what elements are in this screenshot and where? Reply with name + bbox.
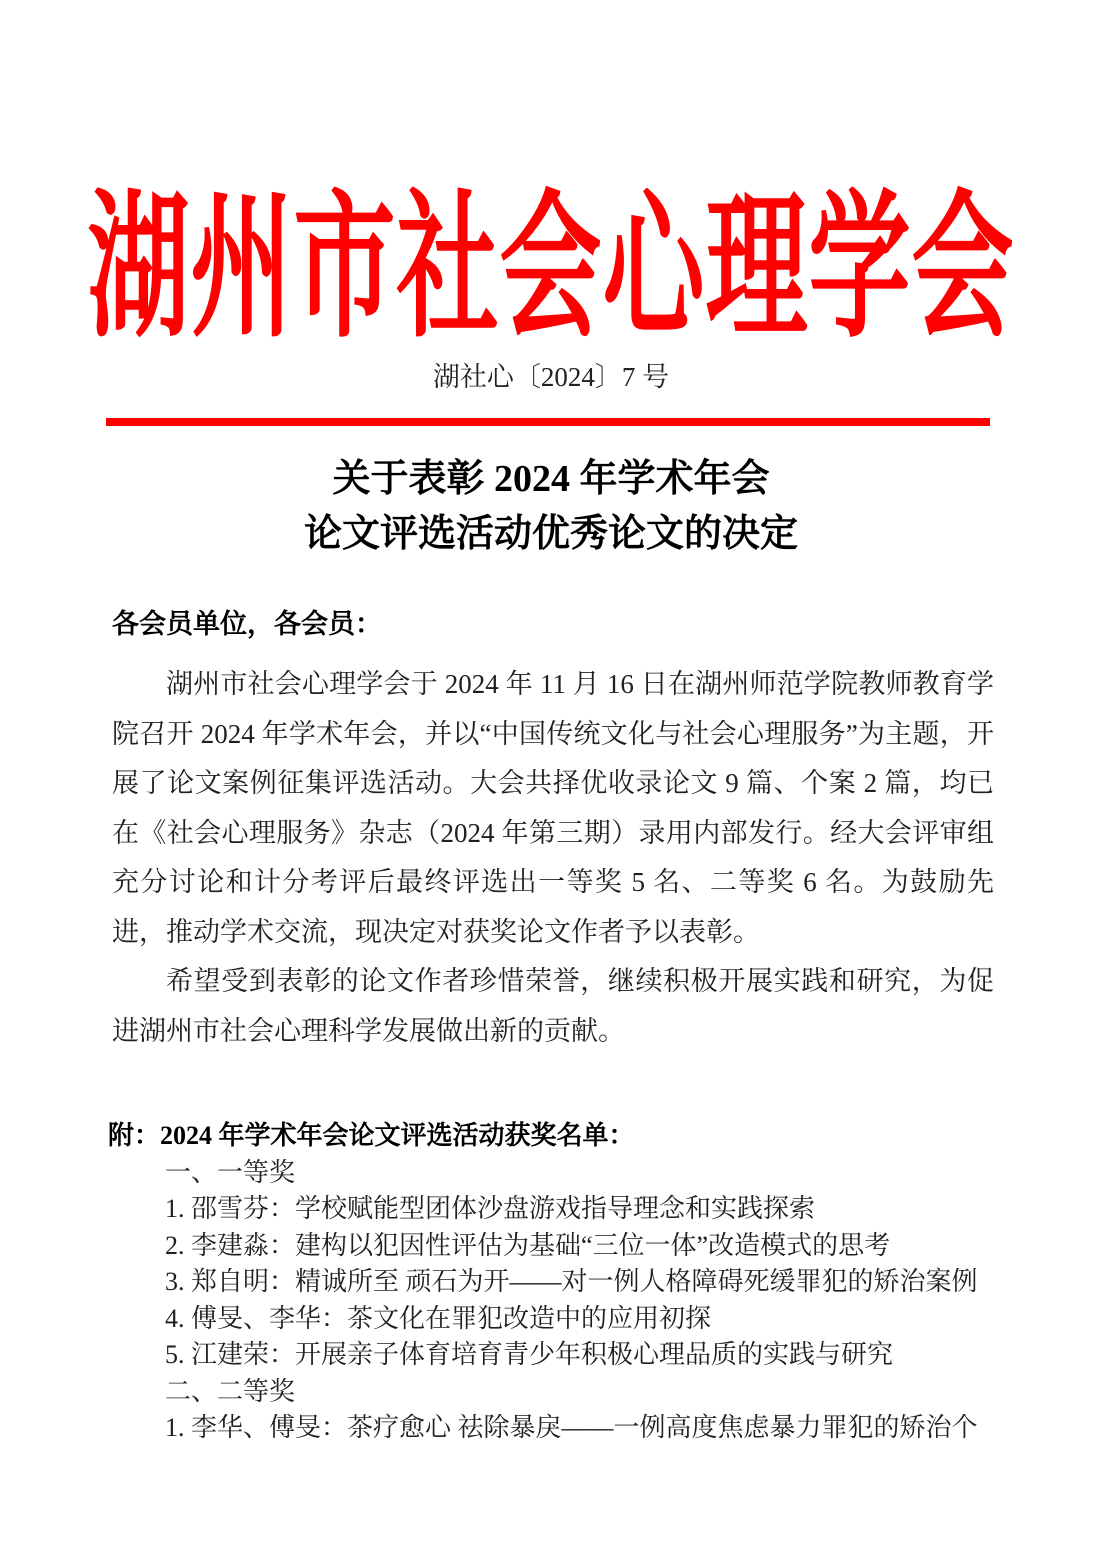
award-list-item: 5. 江建荣：开展亲子体育培育青少年积极心理品质的实践与研究 xyxy=(165,1340,894,1369)
body-paragraphs xyxy=(112,660,994,1056)
body-paragraph: 湖州市社会心理学会于 2024 年 11 月 16 日在湖州师范学院教师教育学院召开 2024 年学术年会，并以“中国传统文化与社会心理服务”为主题，开展了论文案例征集评选活动。大会共择优收录论文 9 篇、个案 2 篇，均已在《社会心理服务》杂志（2024 年第三期）录用内部发行。经大会评审组充分讨论和计分考评后最终评选出一等奖 5 名、二等奖 6 名。为鼓励先进，推动学术交流，现决定对获奖论文作者予以表彰。 xyxy=(112,669,994,947)
award-list-item: 1. 李华、傅旻：茶疗愈心 祛除暴戾——一例高度焦虑暴力罪犯的矫治个 xyxy=(165,1413,978,1442)
award-list-item: 2. 李建淼：建构以犯因性评估为基础“三位一体”改造模式的思考 xyxy=(165,1230,891,1260)
body-paragraph: 希望受到表彰的论文作者珍惜荣誉，继续积极开展实践和研究，为促进湖州市社会心理科学发展做出新的贡献。 xyxy=(112,966,994,1046)
award-list xyxy=(108,1155,1000,1447)
salutation: 各会员单位，各会员： xyxy=(112,609,382,639)
award-list-item: 3. 郑自明：精诚所至 顽石为开——对一例人格障碍死缓罪犯的矫治案例 xyxy=(165,1267,978,1296)
award-section-title: 一、一等奖 xyxy=(165,1157,296,1187)
document-title xyxy=(0,452,1102,562)
document-title-line2: 论文评选活动优秀论文的决定 xyxy=(303,513,798,555)
red-divider xyxy=(106,418,990,426)
attachment-section xyxy=(108,1118,1000,1447)
doc-number: 湖社心〔2024〕7 号 xyxy=(432,362,670,392)
document-title-line1: 关于表彰 2024 年学术年会 xyxy=(332,458,770,500)
award-list-item: 1. 邵雪芬：学校赋能型团体沙盘游戏指导理念和实践探索 xyxy=(165,1194,816,1223)
attachment-heading: 附：2024 年学术年会论文评选活动获奖名单： xyxy=(108,1121,635,1150)
award-list-item: 4. 傅旻、李华：茶文化在罪犯改造中的应用初探 xyxy=(165,1303,712,1333)
award-section-title: 二、二等奖 xyxy=(165,1376,296,1406)
org-title: 湖州市社会心理学会 xyxy=(87,182,1015,358)
